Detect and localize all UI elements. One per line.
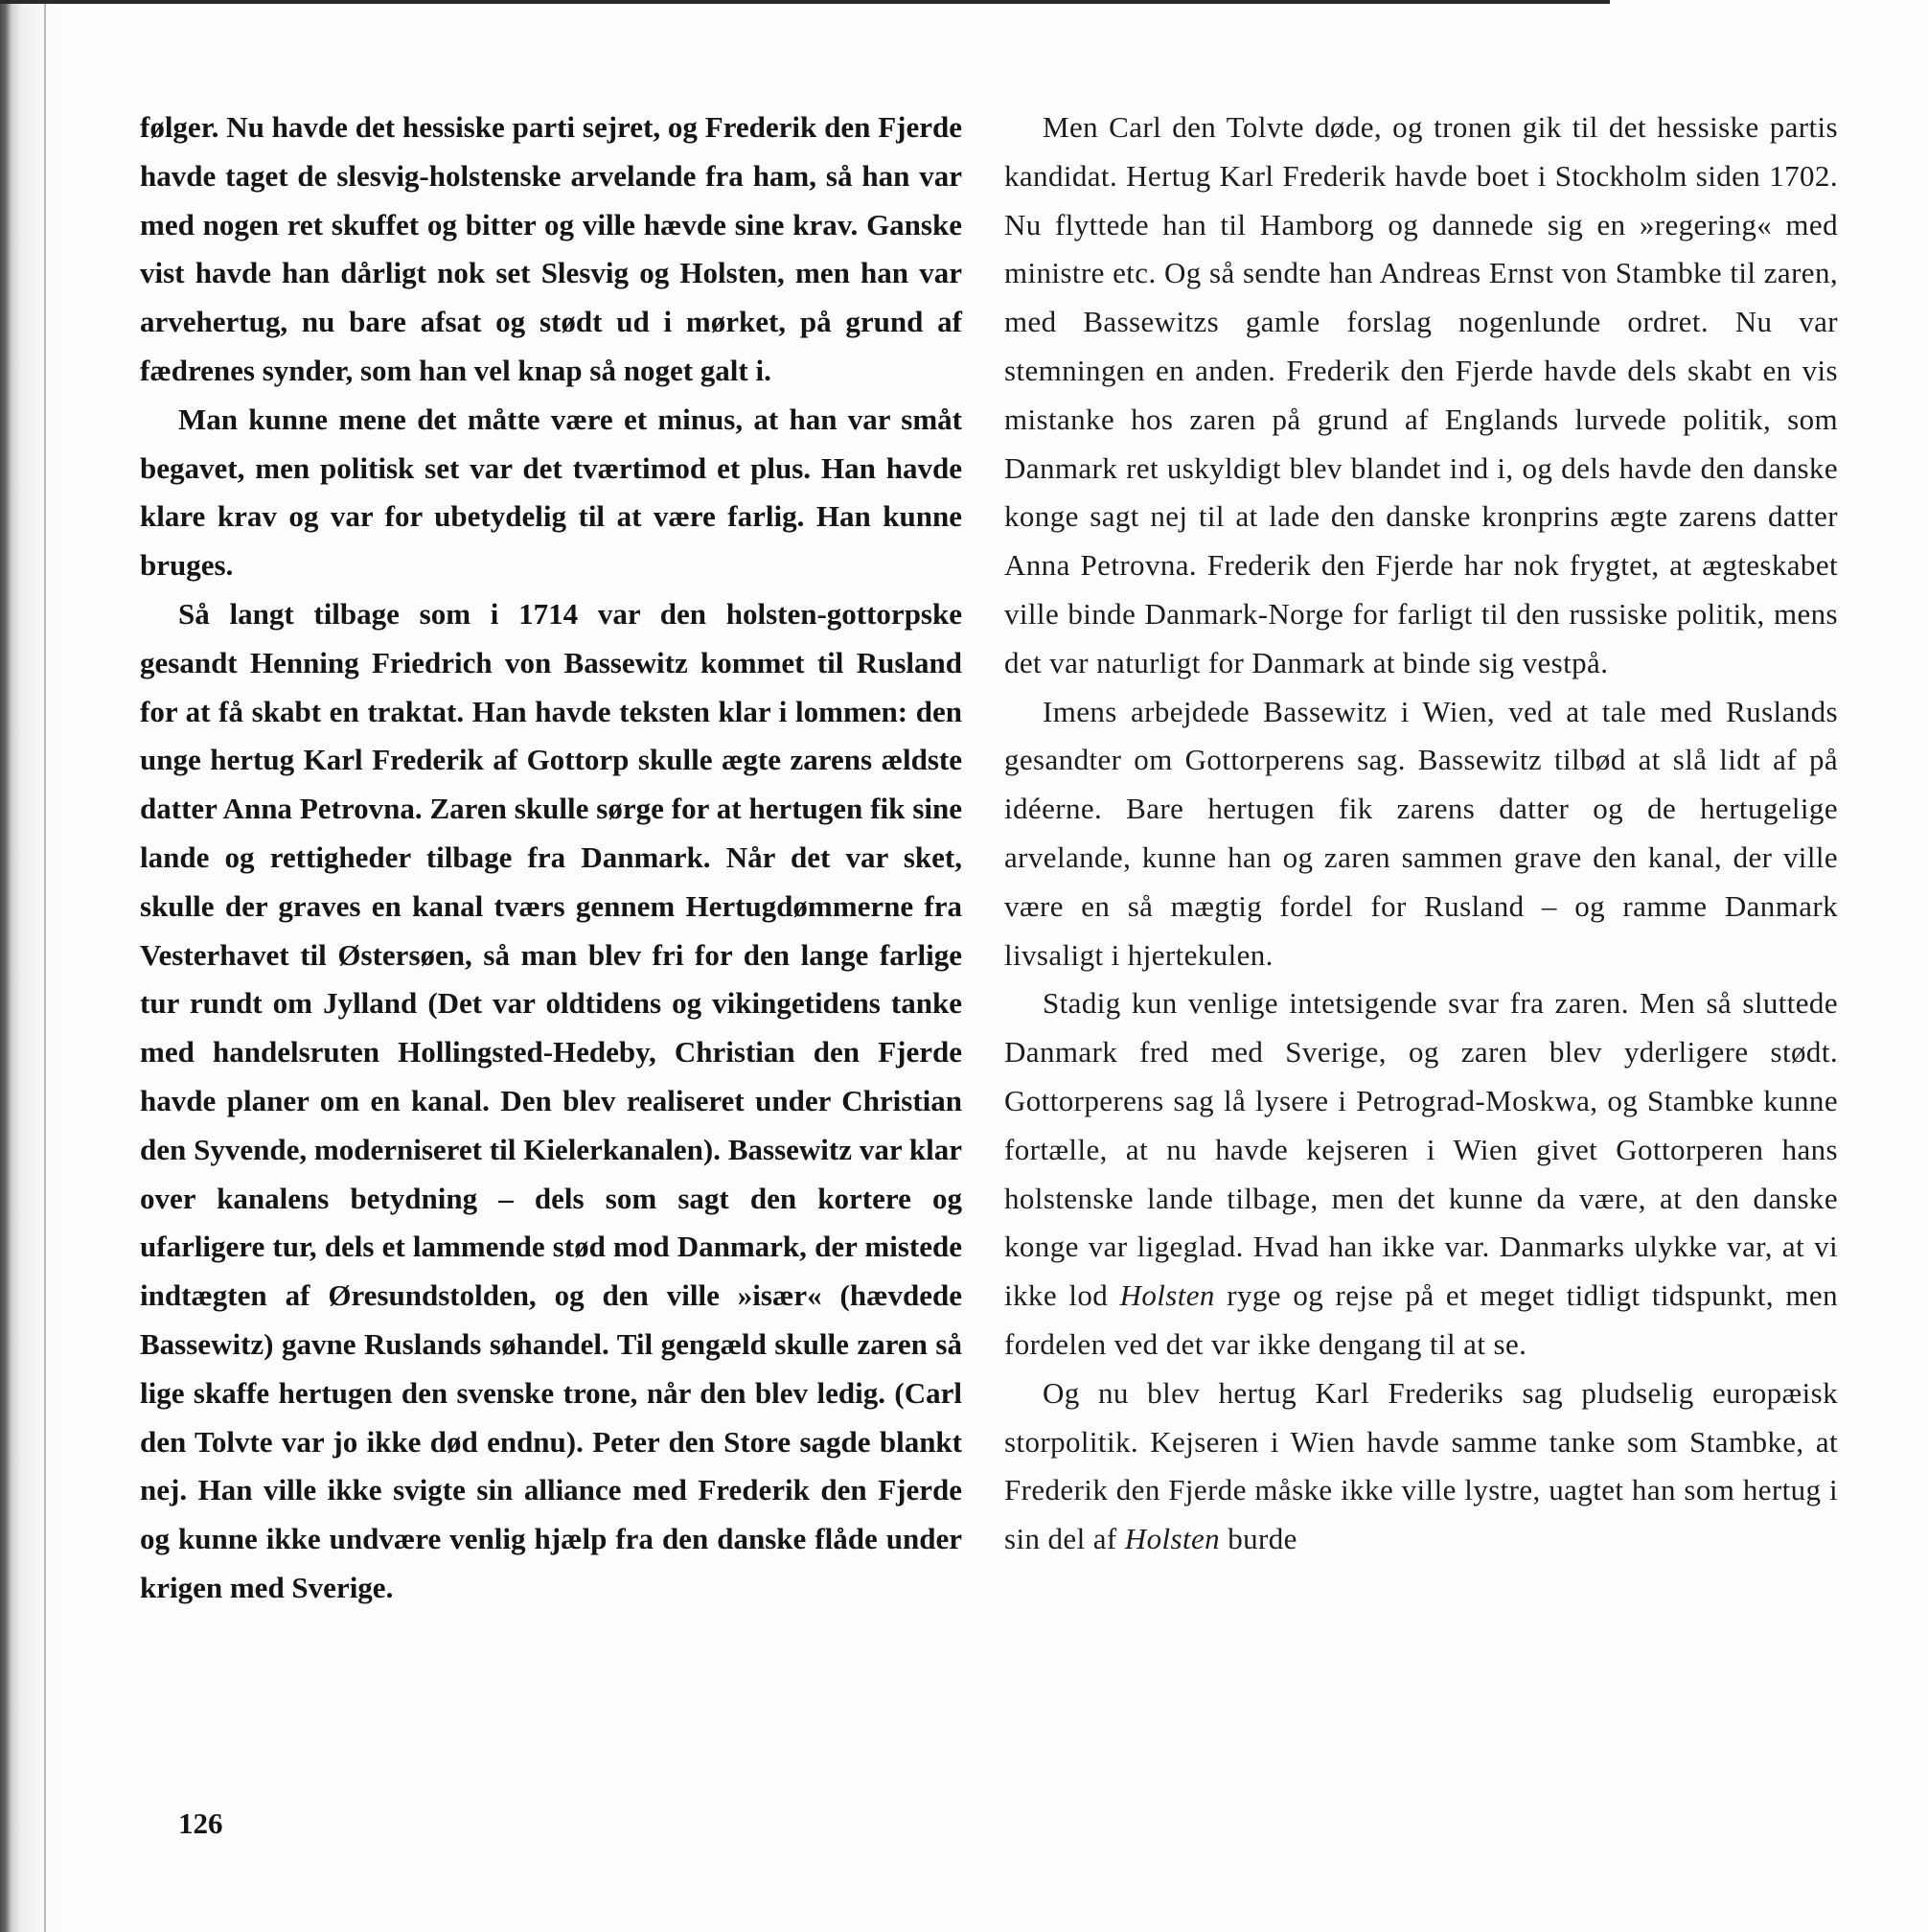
paragraph: Så langt tilbage som i 1714 var den holsten-gottorpske gesandt Henning Friedrich von Bassewitz kommet til Rusland for at få skabt en traktat. Han havde teksten klar i lommen: den unge hertug Karl Frederik af Gottorp skulle ægte zarens ældste datter Anna Petrovna. Zaren skulle sørge for at hertugen fik sine lande og rettigheder tilbage fra Danmark. Når det var sket, skulle der graves en kanal tværs gennem Hertugdømmerne fra Vesterhavet til Østersøen, så man blev fri for den lange farlige tur rundt om Jylland (Det var oldtidens og vikingetidens tanke med handelsruten Hollingsted-Hedeby, Christian den Fjerde havde planer om en kanal. Den blev realiseret under Christian den Syvende, moderniseret til Kielerkanalen). Bassewitz var klar over kanalens betydning – dels som sagt den kortere og ufarligere tur, dels et lammende stød mod Danmark, der mistede indtægten af Øresundstolden, og den ville »især« (hævdede Bassewitz) gavne Ruslands søhandel. Til gengæld skulle zaren så lige skaffe hertugen den svenske trone, når den blev ledig. (Carl den Tolvte var jo ikke død endnu). Peter den Store sagde blankt nej. Han ville ikke svigte sin alliance med Frederik den Fjerde og kunne ikke undvære venlig hjælp fra den danske flåde under krigen med Sverige.	[140, 596, 962, 1604]
text-run: burde	[1220, 1522, 1297, 1556]
page-top-edge	[0, 0, 1610, 4]
paragraph: Man kunne mene det måtte være et minus, at han var småt begavet, men politisk set var det tværtimod et plus. Han havde klare krav og var for ubetydelig til at være farlig. Han kunne bruges.	[140, 402, 962, 583]
page-number: 126	[178, 1806, 223, 1840]
text-run: ryge og rejse på et meget tidligt tidspunkt, men fordelen ved det var ikke dengang til at se.	[1004, 1278, 1838, 1361]
italic-word: Holsten	[1124, 1522, 1221, 1556]
right-column	[1004, 104, 1838, 1564]
paragraph: følger. Nu havde det hessiske parti sejret, og Frederik den Fjerde havde taget de slesvig-holstenske arvelande fra ham, så han var med nogen ret skuffet og bitter og ville hævde sine krav. Ganske vist havde han dårligt nok set Slesvig og Holsten, men han var arvehertug, nu bare afsat og stødt ud i mørket, på grund af fædrenes synder, som han vel knap så noget galt i.	[140, 110, 962, 387]
paragraph: Imens arbejdede Bassewitz i Wien, ved at tale med Ruslands gesandter om Gottorperens sag. Bassewitz tilbød at slå lidt af på idéerne. Bare hertugen fik zarens datter og de hertugelige arvelande, kunne han og zaren sammen grave den kanal, der ville være en så mægtig fordel for Rusland – og ramme Danmark livsaligt i hjertekulen.	[1004, 694, 1838, 972]
italic-word: Holsten	[1119, 1278, 1215, 1313]
text-run: Og nu blev hertug Karl Frederiks sag pludselig europæisk storpolitik. Kejseren i Wien havde samme tanke som Stambke, at Frederik den Fjerde måske ikke ville lystre, uagtet han som hertug i sin del af	[1004, 1375, 1838, 1556]
left-column	[140, 104, 962, 1613]
paragraph: Men Carl den Tolvte døde, og tronen gik til det hessiske partis kandidat. Hertug Karl Frederik havde boet i Stockholm siden 1702. Nu flyttede han til Hamborg og dannede sig en »regering« med ministre etc. Og så sendte han Andreas Ernst von Stambke til zaren, med Bassewitzs gamle forslag nogenlunde ordret. Nu var stemningen en anden. Frederik den Fjerde havde dels skabt en vis mistanke hos zaren på grund af Englands lurvede politik, som Danmark ret uskyldigt blev blandet ind i, og dels havde den danske konge sagt nej til at lade den danske kronprins ægte zarens datter Anna Petrovna. Frederik den Fjerde har nok frygtet, at ægteskabet ville binde Danmark-Norge for farligt til den russiske politik, mens det var naturligt for Danmark at binde sig vestpå.	[1004, 110, 1838, 679]
paragraph	[1004, 979, 1838, 1368]
paragraph	[1004, 1369, 1838, 1564]
text-run: Stadig kun venlige intetsigende svar fra zaren. Men så sluttede Danmark fred med Sverige, og zaren blev yderligere stødt. Gottorperens sag lå lysere i Petrograd-Moskwa, og Stambke kunne fortælle, at nu havde kejseren i Wien givet Gottorperen hans holstenske lande tilbage, men det kunne da være, at den danske konge var ligeglad. Hvad han ikke var. Danmarks ulykke var, at vi ikke lod	[1004, 986, 1838, 1313]
binding-line	[44, 0, 46, 1932]
book-gutter	[0, 0, 59, 1932]
